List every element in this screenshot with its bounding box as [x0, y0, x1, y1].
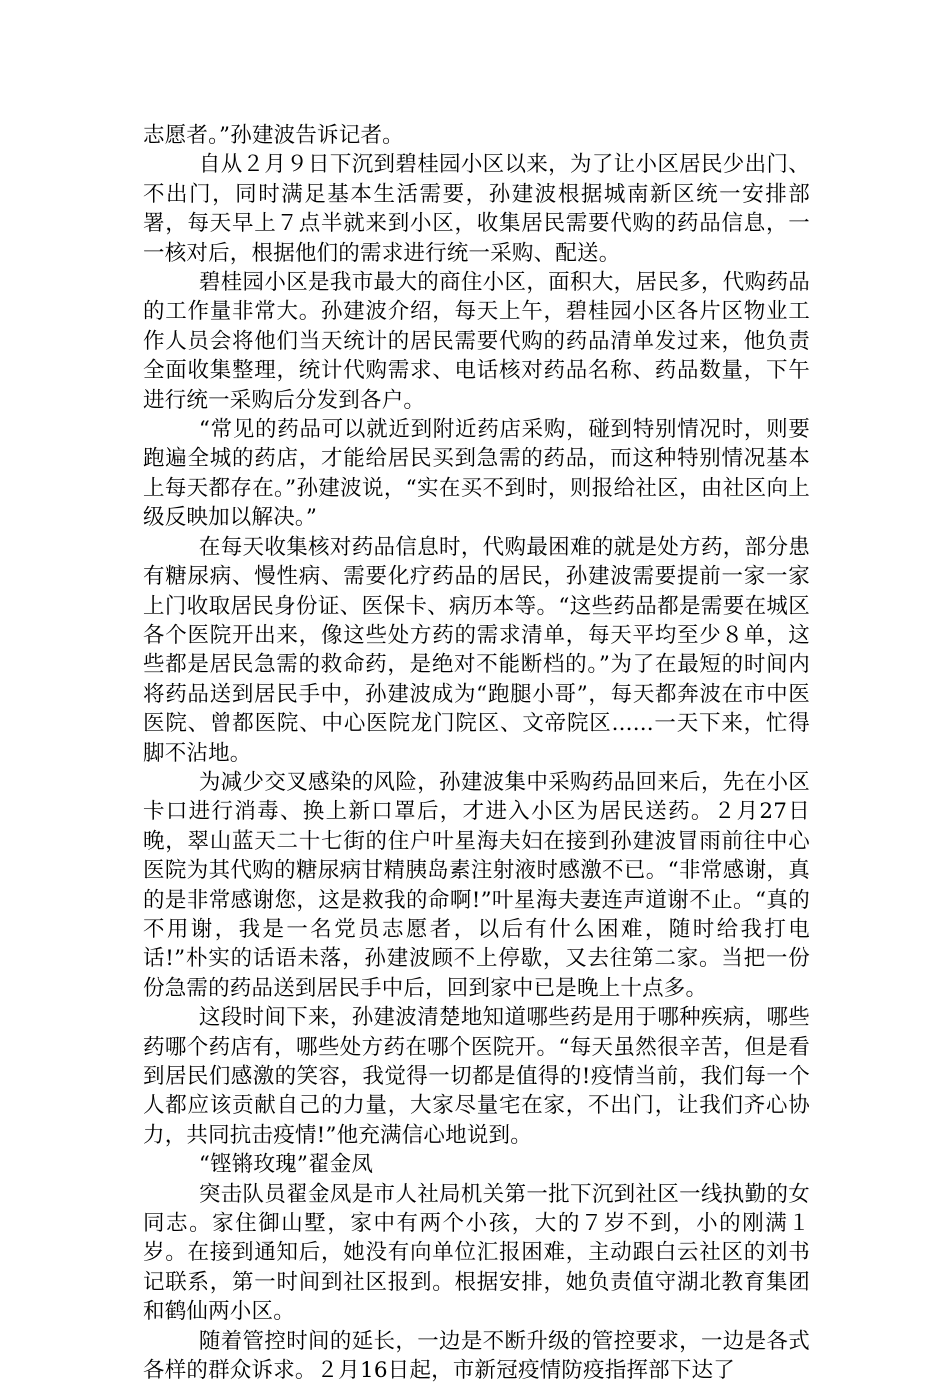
- paragraph: 自从２月９日下沉到碧桂园小区以来，为了让小区居民少出门、不出门，同时满足基本生活需要，孙建波根据城南新区统一安排部署，每天早上７点半就来到小区，收集居民需要代购的药品信息，一一核对后，根据他们的需求进行统一采购、配送。: [143, 152, 810, 266]
- paragraph: 碧桂园小区是我市最大的商住小区，面积大，居民多，代购药品的工作量非常大。孙建波介绍，每天上午，碧桂园小区各片区物业工作人员会将他们当天统计的居民需要代购的药品清单发过来，他负责全面收集整理，统计代购需求、电话核对药品名称、药品数量，下午进行统一采购后分发到各户。: [143, 270, 810, 413]
- section-heading: “铿锵玫瑰”翟金凤: [198, 1152, 374, 1178]
- paragraph: “常见的药品可以就近到附近药店采购，碰到特别情况时，则要跑遍全城的药店，才能给居民买到急需的药品，而这种特别情况基本上每天都存在。”孙建波说，“实在买不到时，则报给社区，由社区向上级反映加以解决。”: [143, 417, 810, 531]
- paragraph: 随着管控时间的延长，一边是不断升级的管控要求，一边是各式各样的群众诉求。２月16日起，市新冠疫情防疫指挥部下达了: [143, 1328, 810, 1384]
- paragraph: 在每天收集核对药品信息时，代购最困难的就是处方药，部分患有糖尿病、慢性病、需要化疗药品的居民，孙建波需要提前一家一家上门收取居民身份证、医保卡、病历本等。“这些药品都是需要在城区各个医院开出来，像这些处方药的需求清单，每天平均至少８单，这些都是居民急需的救命药，是绝对不能断档的。”为了在最短的时间内将药品送到居民手中，孙建波成为“跑腿小哥”，每天都奔波在市中医医院、曾都医院、中心医院龙门院区、文帝院区......一天下来，忙得脚不沾地。: [143, 534, 810, 766]
- paragraph: 这段时间下来，孙建波清楚地知道哪些药是用于哪种疾病，哪些药哪个药店有，哪些处方药在哪个医院开。“每天虽然很辛苦，但是看到居民们感激的笑容，我觉得一切都是值得的!疫情当前，我们每一个人都应该贡献自己的力量，大家尽量宅在家，不出门，让我们齐心协力，共同抗击疫情!”他充满信心地说到。: [143, 1005, 810, 1148]
- paragraph: 突击队员翟金凤是市人社局机关第一批下沉到社区一线执勤的女同志。家住御山墅，家中有两个小孩，大的７岁不到，小的刚满１岁。在接到通知后，她没有向单位汇报困难，主动跟白云社区的刘书记联系，第一时间到社区报到。根据安排，她负责值守湖北教育集团和鹤仙两小区。: [143, 1181, 810, 1325]
- article-body: [143, 121, 810, 1385]
- paragraph-continuation: 志愿者。”孙建波告诉记者。: [143, 123, 404, 148]
- paragraph: 为减少交叉感染的风险，孙建波集中采购药品回来后，先在小区卡口进行消毒、换上新口罩后，才进入小区为居民送药。２月27日晚，翠山蓝天二十七街的住户叶星海夫妇在接到孙建波冒雨前往中心医院为其代购的糖尿病甘精胰岛素注射液时感激不已。“非常感谢，真的是非常感谢您，这是救我的命啊!”叶星海夫妻连声道谢不止。“真的不用谢，我是一名党员志愿者，以后有什么困难，随时给我打电话!”朴实的话语未落，孙建波顾不上停歇，又去往第二家。当把一份份急需的药品送到居民手中后，回到家中已是晚上十点多。: [143, 769, 810, 1001]
